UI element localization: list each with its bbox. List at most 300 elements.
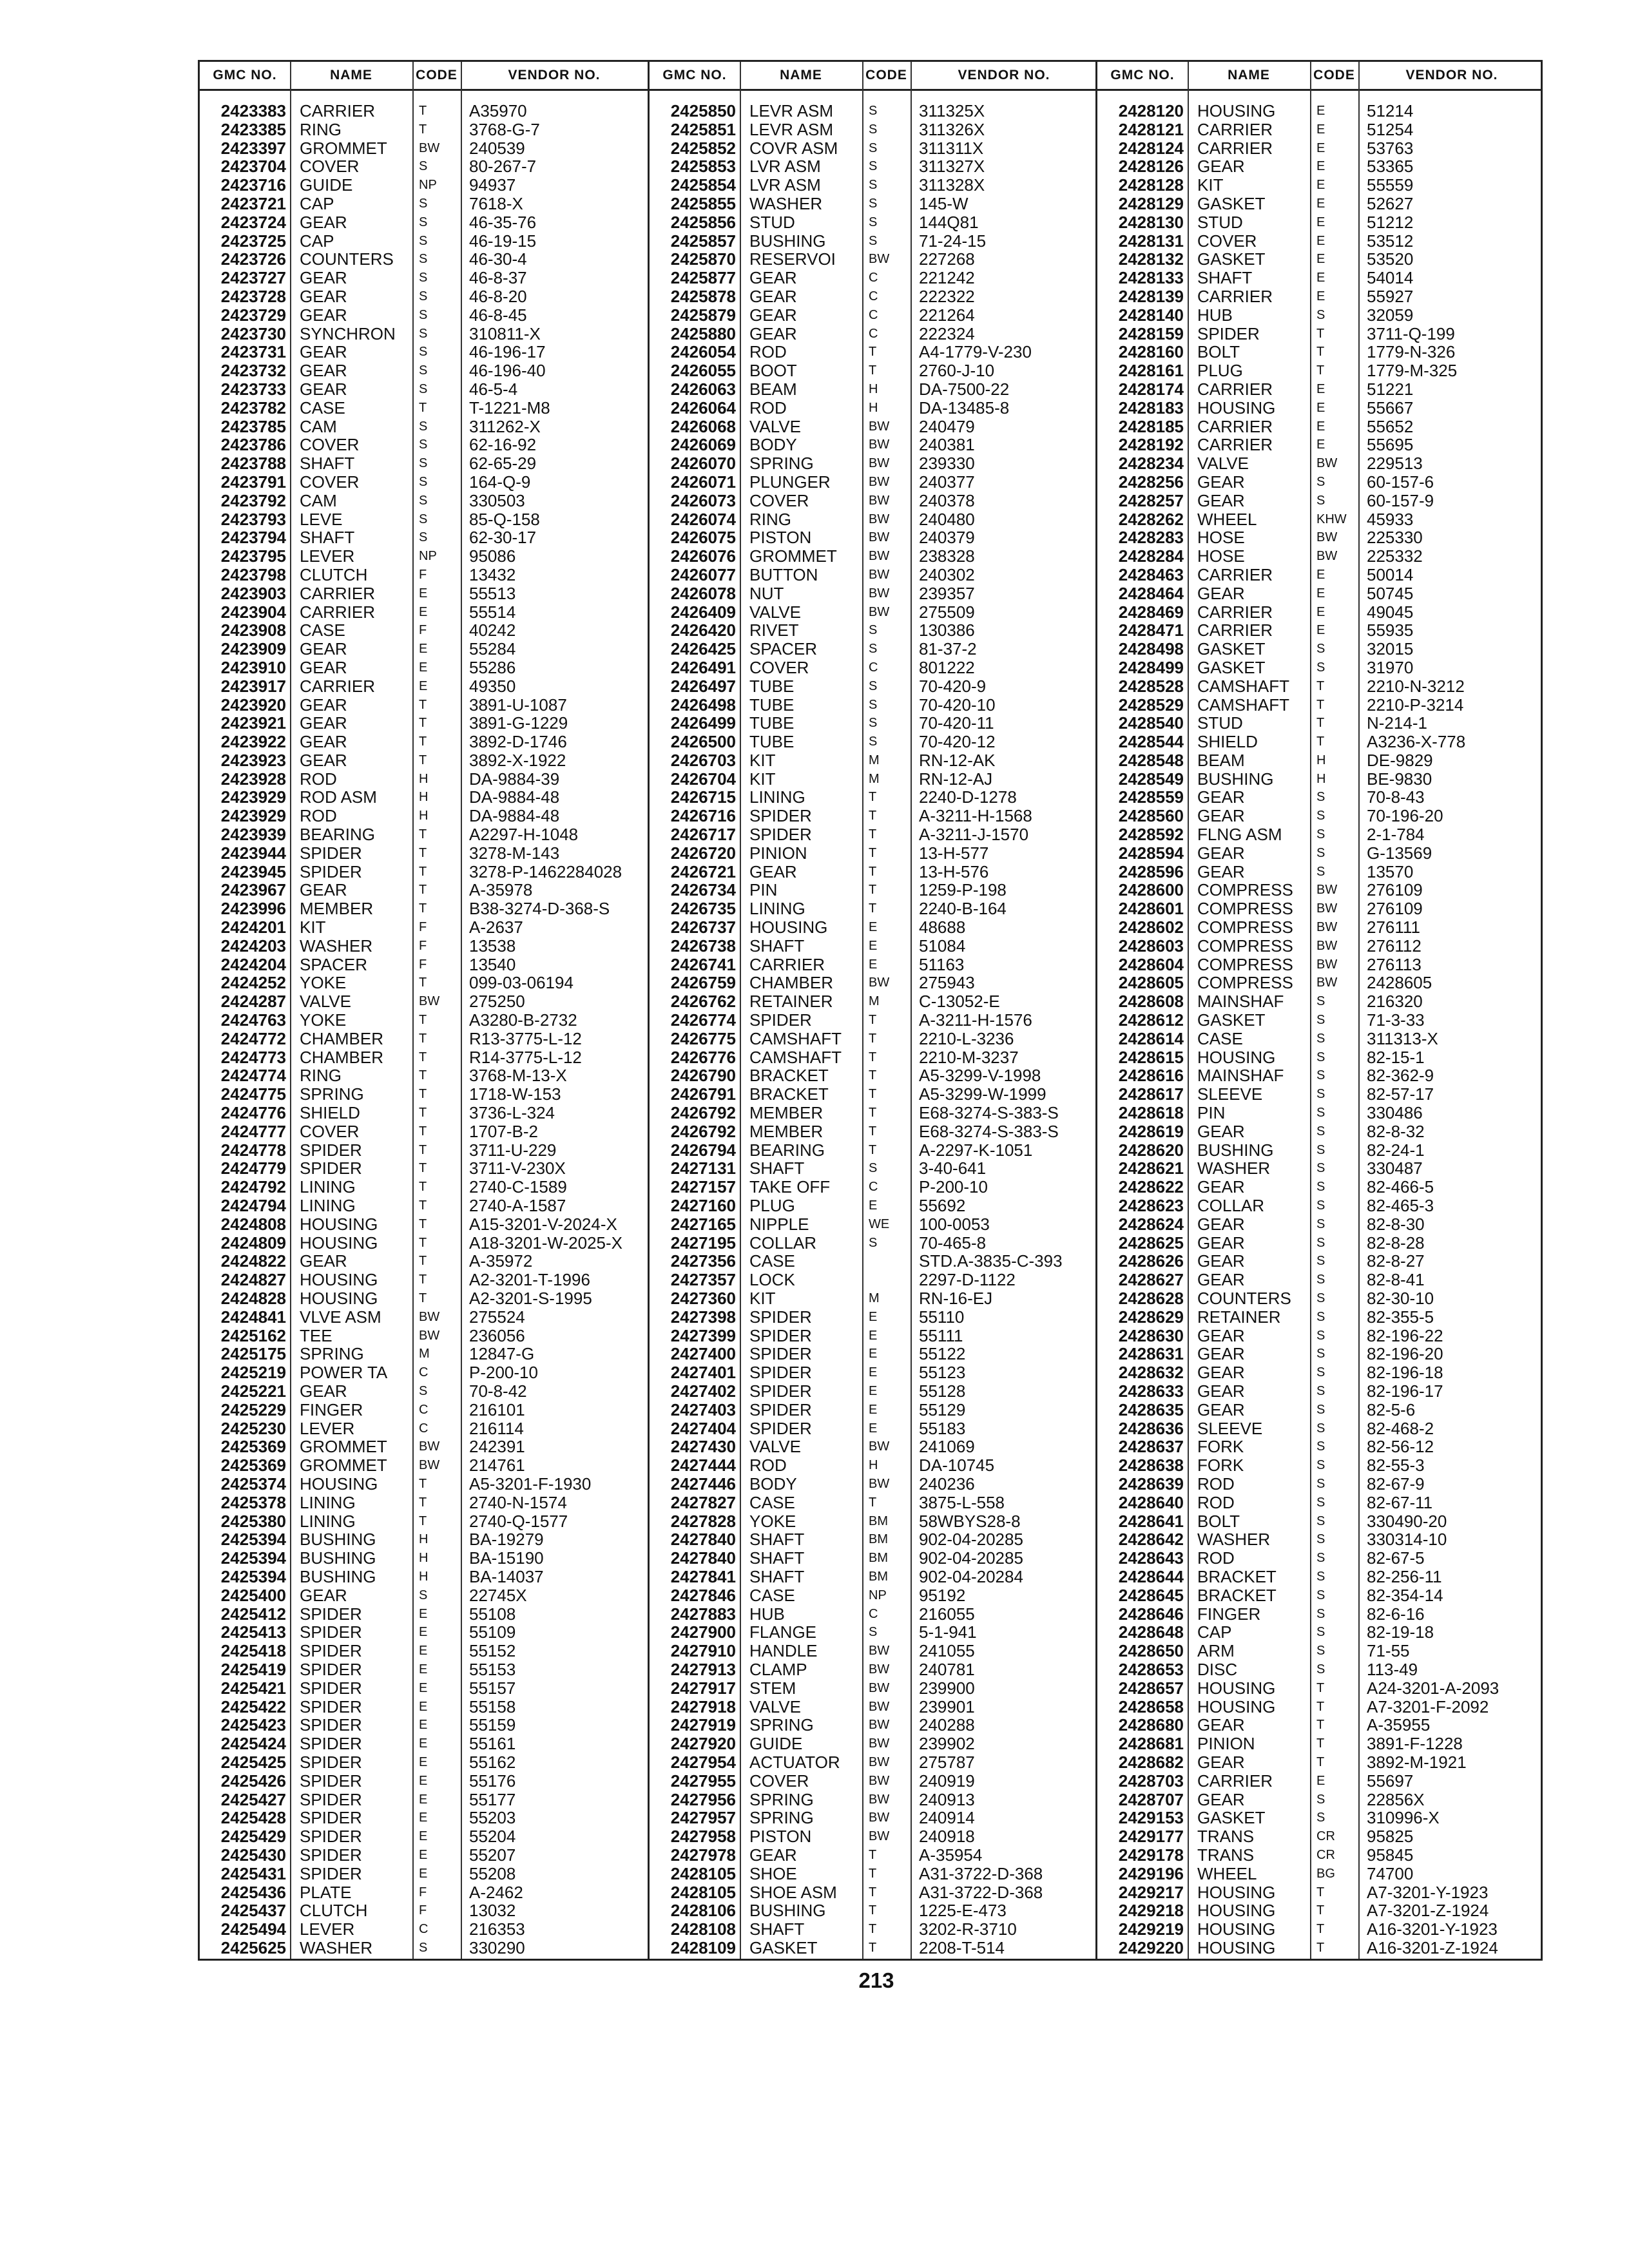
vendor-no-cell: 55286	[469, 658, 516, 677]
code-cell: S	[1316, 1291, 1325, 1305]
vendor-no-cell: 49350	[469, 677, 516, 696]
table-row	[200, 1196, 648, 1215]
vendor-no-cell: 275787	[919, 1753, 975, 1772]
vendor-no-cell: 276112	[1367, 936, 1422, 956]
name-cell: BRACKET	[749, 1066, 829, 1086]
gmc-no-cell: 2425430	[220, 1845, 286, 1865]
code-cell: S	[1316, 1180, 1325, 1195]
name-cell: PIN	[1197, 1104, 1226, 1122]
table-row	[650, 361, 1095, 380]
table-row	[650, 899, 1095, 918]
gmc-no-cell: 2427846	[670, 1585, 736, 1605]
name-cell: GEAR	[1197, 1233, 1245, 1253]
gmc-no-cell: 2428648	[1118, 1622, 1184, 1642]
code-cell: S	[869, 215, 878, 229]
name-cell: CAM	[300, 417, 337, 436]
vendor-no-cell: 240479	[919, 417, 975, 436]
table-row	[1097, 454, 1541, 473]
code-cell: S	[1316, 827, 1325, 842]
table-row	[200, 139, 648, 158]
name-cell: CAP	[300, 194, 334, 213]
table-row	[200, 1735, 648, 1753]
gmc-no-cell: 2426716	[670, 806, 736, 826]
vendor-no-cell: 55162	[469, 1753, 516, 1772]
code-cell: T	[869, 1031, 877, 1046]
code-cell: F	[419, 938, 427, 953]
name-cell: GASKET	[1197, 1809, 1266, 1828]
code-cell: E	[419, 678, 428, 693]
code-cell: T	[869, 1013, 877, 1028]
vendor-no-cell: 71-55	[1367, 1642, 1410, 1660]
vendor-no-cell: 216320	[1367, 992, 1423, 1012]
code-cell: E	[419, 1847, 428, 1862]
table-row	[650, 1605, 1095, 1624]
vendor-no-cell: R13-3775-L-12	[469, 1029, 582, 1048]
gmc-no-cell: 2423910	[220, 657, 286, 677]
code-cell: T	[419, 827, 427, 842]
code-cell: BW	[419, 140, 440, 155]
name-cell: SHOE ASM	[749, 1883, 837, 1902]
gmc-no-cell: 2429153	[1118, 1808, 1184, 1828]
vendor-no-cell: 46-35-76	[469, 213, 537, 232]
name-cell: LOCK	[749, 1271, 795, 1289]
table-row	[650, 1437, 1095, 1456]
code-cell: S	[1316, 1551, 1325, 1566]
name-cell: SHAFT	[749, 936, 805, 956]
name-cell: GEAR	[300, 658, 347, 677]
vendor-no-cell: 51163	[919, 955, 965, 974]
name-cell: MEMBER	[300, 899, 374, 919]
name-cell: ROD	[1197, 1493, 1235, 1512]
name-cell: HOUSING	[1197, 398, 1276, 418]
table-row	[200, 1920, 648, 1939]
vendor-no-cell: 311262-X	[469, 417, 541, 436]
code-cell: C	[419, 1365, 429, 1380]
name-cell: VALVE	[1197, 454, 1249, 473]
table-row	[1097, 1512, 1541, 1531]
table-row	[1097, 1382, 1541, 1401]
table-row	[650, 269, 1095, 287]
gmc-no-cell: 2428528	[1118, 676, 1184, 696]
gmc-no-cell: 2427400	[670, 1344, 736, 1364]
vendor-no-cell: DA-7500-22	[919, 380, 1010, 399]
code-cell: S	[1316, 1347, 1325, 1361]
code-cell: E	[1316, 140, 1325, 155]
code-cell: BW	[869, 1829, 890, 1844]
table-row	[200, 1586, 648, 1605]
gmc-no-cell: 2428284	[1118, 546, 1184, 566]
gmc-no-cell: 2425625	[220, 1937, 286, 1957]
vendor-no-cell: 276109	[1367, 899, 1423, 919]
name-cell: HUB	[1197, 305, 1233, 325]
gmc-no-cell: 2423909	[220, 639, 286, 659]
gmc-no-cell: 2426420	[670, 620, 736, 640]
gmc-no-cell: 2423923	[220, 750, 286, 770]
name-cell: SPIDER	[300, 1753, 362, 1772]
table-row	[1097, 528, 1541, 547]
code-cell: BW	[869, 975, 890, 990]
name-cell: CARRIER	[1197, 436, 1273, 455]
name-cell: HANDLE	[749, 1642, 818, 1660]
code-cell: S	[1316, 864, 1325, 879]
gmc-no-cell: 2423795	[220, 546, 286, 566]
gmc-no-cell: 2428681	[1118, 1734, 1184, 1754]
code-cell: E	[419, 1718, 428, 1733]
code-cell: S	[419, 289, 428, 303]
name-cell: CASE	[300, 621, 345, 640]
name-cell: NUT	[749, 584, 784, 603]
name-cell: LVR ASM	[749, 157, 821, 177]
gmc-no-cell: 2428658	[1118, 1696, 1184, 1716]
gmc-no-cell: 2427356	[670, 1251, 736, 1271]
gmc-no-cell: 2426741	[670, 954, 736, 974]
code-cell: S	[419, 1588, 428, 1602]
vendor-no-cell: 238328	[919, 547, 975, 566]
code-cell: S	[1316, 1495, 1325, 1510]
table-row	[650, 974, 1095, 992]
gmc-no-cell: 2428159	[1118, 323, 1184, 343]
code-cell: S	[1316, 1606, 1325, 1621]
table-row	[1097, 436, 1541, 454]
table-row	[200, 1512, 648, 1531]
name-cell: GEAR	[1197, 1178, 1245, 1197]
gmc-no-cell: 2423939	[220, 825, 286, 845]
table-row	[650, 714, 1095, 733]
name-cell: GEAR	[300, 361, 347, 380]
code-cell: NP	[869, 1588, 887, 1602]
vendor-no-cell: 113-49	[1367, 1660, 1418, 1679]
vendor-no-cell: 216114	[469, 1419, 524, 1438]
gmc-no-cell: 2425879	[670, 305, 736, 325]
name-cell: CLAMP	[749, 1660, 807, 1679]
table-row	[200, 1530, 648, 1549]
code-cell: S	[869, 1625, 878, 1640]
code-cell: S	[419, 345, 428, 360]
gmc-no-cell: 2426737	[670, 918, 736, 937]
gmc-no-cell: 2428680	[1118, 1715, 1184, 1735]
table-row	[650, 120, 1095, 139]
table-row	[650, 677, 1095, 696]
table-row	[650, 418, 1095, 436]
gmc-no-cell: 2424775	[220, 1084, 286, 1104]
vendor-no-cell: 70-420-9	[919, 677, 987, 696]
table-row	[1097, 1178, 1541, 1196]
name-cell: SPIDER	[749, 807, 812, 826]
name-cell: YOKE	[749, 1512, 796, 1531]
name-cell: LINING	[749, 899, 805, 919]
gmc-no-cell: 2425429	[220, 1827, 286, 1847]
name-cell: GASKET	[1197, 658, 1266, 677]
name-cell: GEAR	[1197, 1790, 1245, 1809]
name-cell: COVER	[300, 472, 360, 492]
gmc-no-cell: 2424827	[220, 1270, 286, 1290]
name-cell: GEAR	[300, 881, 347, 900]
table-row	[200, 956, 648, 974]
vendor-no-cell: G-13569	[1367, 843, 1432, 863]
name-cell: LINING	[300, 1512, 356, 1531]
table-row	[200, 844, 648, 863]
table-row	[1097, 1159, 1541, 1178]
name-cell: GEAR	[749, 305, 797, 325]
code-cell: T	[869, 1495, 877, 1510]
code-cell: T	[419, 1273, 427, 1287]
code-cell: T	[419, 883, 427, 898]
vendor-no-cell: A15-3201-V-2024-X	[469, 1215, 617, 1234]
vendor-no-cell: 13538	[469, 936, 516, 956]
column-group-2	[648, 62, 1095, 1959]
vendor-no-cell: 240914	[919, 1809, 975, 1828]
name-cell: SPIDER	[300, 1864, 362, 1883]
vendor-no-cell: 13432	[469, 565, 516, 584]
table-row	[1097, 306, 1541, 325]
gmc-no-cell: 2425369	[220, 1456, 286, 1475]
table-row	[200, 1122, 648, 1141]
gmc-no-cell: 2428646	[1118, 1604, 1184, 1624]
name-cell: BUSHING	[300, 1530, 376, 1550]
vendor-no-cell: 46-196-17	[469, 343, 546, 362]
gmc-no-cell: 2423724	[220, 212, 286, 232]
table-row	[650, 1494, 1095, 1512]
table-row	[650, 1512, 1095, 1531]
table-row	[1097, 547, 1541, 566]
table-row	[200, 1846, 648, 1865]
gmc-no-cell: 2425424	[220, 1734, 286, 1754]
table-row	[650, 640, 1095, 658]
table-row	[200, 1623, 648, 1642]
vendor-no-cell: 82-196-20	[1367, 1345, 1443, 1364]
vendor-no-cell: R14-3775-L-12	[469, 1048, 582, 1067]
code-cell: T	[1316, 1718, 1325, 1733]
code-cell: S	[1316, 1644, 1325, 1658]
gmc-no-cell: 2425856	[670, 212, 736, 232]
code-cell: T	[869, 1847, 877, 1862]
table-row	[200, 1901, 648, 1920]
code-cell: S	[1316, 660, 1325, 675]
header-vendor-no: VENDOR NO.	[958, 68, 1050, 82]
code-cell: BW	[1316, 975, 1338, 990]
table-row	[1097, 1901, 1541, 1920]
name-cell: GEAR	[300, 269, 347, 287]
name-cell: SPRING	[300, 1085, 364, 1104]
name-cell: HOSE	[1197, 528, 1245, 548]
code-cell: S	[1316, 1013, 1325, 1028]
gmc-no-cell: 2424763	[220, 1010, 286, 1030]
table-row	[650, 1586, 1095, 1605]
table-row	[650, 176, 1095, 195]
name-cell: COVER	[1197, 231, 1257, 251]
table-row	[650, 918, 1095, 937]
header-vendor-no: VENDOR NO.	[1405, 68, 1498, 82]
gmc-no-cell: 2425878	[670, 286, 736, 306]
name-cell: SPIDER	[300, 1159, 362, 1178]
gmc-no-cell: 2428548	[1118, 750, 1184, 770]
header-gmc-no: GMC NO.	[1110, 68, 1175, 82]
vendor-no-cell: A-2637	[469, 918, 523, 937]
code-cell: E	[419, 1754, 428, 1769]
name-cell: GEAR	[300, 1586, 347, 1605]
code-cell: S	[1316, 1792, 1325, 1807]
code-cell: T	[869, 1106, 877, 1120]
vendor-no-cell: 311328X	[919, 176, 985, 195]
vendor-no-cell: 221242	[919, 269, 975, 287]
name-cell: FLNG ASM	[1197, 825, 1282, 844]
code-cell: BW	[419, 994, 440, 1009]
code-cell: F	[419, 957, 427, 972]
name-cell: FINGER	[300, 1400, 363, 1419]
gmc-no-cell: 2425494	[220, 1919, 286, 1939]
table-row	[1097, 1679, 1541, 1698]
table-row	[650, 325, 1095, 343]
code-cell: T	[869, 1922, 877, 1937]
code-cell: S	[419, 159, 428, 174]
vendor-no-cell: 13540	[469, 955, 516, 974]
gmc-no-cell: 2428105	[670, 1882, 736, 1902]
name-cell: GEAR	[1197, 1326, 1245, 1345]
gmc-no-cell: 2428106	[670, 1901, 736, 1921]
code-cell: S	[1316, 1309, 1325, 1324]
gmc-no-cell: 2428128	[1118, 175, 1184, 195]
name-cell: BRACKET	[749, 1085, 829, 1104]
name-cell: GEAR	[300, 751, 347, 770]
gmc-no-cell: 2428615	[1118, 1047, 1184, 1067]
table-row	[200, 788, 648, 807]
table-row	[200, 658, 648, 677]
gmc-no-cell: 2428682	[1118, 1752, 1184, 1772]
vendor-no-cell: 40242	[469, 621, 516, 640]
table-row	[200, 1456, 648, 1475]
gmc-no-cell: 2428614	[1118, 1028, 1184, 1048]
table-row	[200, 1085, 648, 1104]
name-cell: HOUSING	[1197, 1901, 1276, 1921]
gmc-no-cell: 2427828	[670, 1511, 736, 1531]
code-cell: CR	[1316, 1847, 1335, 1862]
gmc-no-cell: 2426054	[670, 342, 736, 362]
gmc-no-cell: 2428463	[1118, 564, 1184, 584]
table-row	[200, 1271, 648, 1289]
page-number: 213	[858, 1968, 894, 1992]
code-cell: S	[1316, 809, 1325, 823]
name-cell: GASKET	[1197, 640, 1266, 658]
name-cell: SPIDER	[749, 1381, 812, 1401]
vendor-no-cell: 276111	[1367, 918, 1420, 937]
vendor-no-cell: 46-8-20	[469, 287, 527, 306]
name-cell: CARRIER	[300, 584, 376, 603]
code-cell: T	[1316, 697, 1325, 712]
code-cell: C	[869, 326, 878, 341]
code-cell: M	[869, 994, 880, 1009]
gmc-no-cell: 2425162	[220, 1325, 286, 1345]
code-cell: E	[869, 1365, 878, 1380]
code-cell: T	[1316, 1903, 1325, 1918]
name-cell: TUBE	[749, 695, 795, 715]
code-cell: T	[419, 735, 427, 749]
vendor-no-cell: 32015	[1367, 640, 1414, 658]
vendor-no-cell: 2740-Q-1577	[469, 1512, 568, 1531]
header-code: CODE	[416, 68, 458, 82]
table-row	[1097, 1605, 1541, 1624]
table-row	[650, 454, 1095, 473]
code-cell: T	[1316, 1736, 1325, 1751]
code-cell: T	[419, 845, 427, 860]
table-row	[650, 1419, 1095, 1438]
gmc-no-cell: 2423967	[220, 880, 286, 900]
name-cell: VALVE	[749, 417, 801, 436]
name-cell: GEAR	[1197, 807, 1245, 826]
table-row	[650, 343, 1095, 361]
gmc-no-cell: 2426704	[670, 769, 736, 789]
vendor-no-cell: A-35978	[469, 881, 533, 900]
code-cell: C	[869, 307, 878, 322]
name-cell: SHAFT	[749, 1549, 805, 1568]
vendor-no-cell: DA-9884-39	[469, 769, 560, 789]
name-cell: GEAR	[1197, 1753, 1245, 1772]
gmc-no-cell: 2426735	[670, 899, 736, 919]
table-row	[1097, 825, 1541, 844]
name-cell: PLATE	[300, 1883, 352, 1902]
name-cell: CASE	[749, 1586, 795, 1605]
vendor-no-cell: 52627	[1367, 194, 1414, 213]
gmc-no-cell: 2428592	[1118, 825, 1184, 845]
gmc-no-cell: 2428234	[1118, 454, 1184, 474]
gmc-no-cell: 2426759	[670, 973, 736, 993]
vendor-no-cell: 2240-B-164	[919, 899, 1007, 919]
code-cell: E	[419, 1699, 428, 1714]
table-row	[650, 232, 1095, 251]
code-cell: E	[1316, 104, 1325, 118]
table-row	[1097, 287, 1541, 306]
name-cell: GEAR	[300, 343, 347, 362]
gmc-no-cell: 2425418	[220, 1641, 286, 1661]
name-cell: CAP	[300, 231, 334, 251]
table-row	[1097, 696, 1541, 715]
gmc-no-cell: 2425412	[220, 1604, 286, 1624]
table-row	[200, 696, 648, 715]
name-cell: COUNTERS	[300, 250, 394, 269]
gmc-no-cell: 2428108	[670, 1919, 736, 1939]
name-cell: SHIELD	[1197, 733, 1258, 751]
code-cell: M	[869, 771, 880, 786]
name-cell: BUSHING	[1197, 769, 1274, 789]
table-row	[200, 584, 648, 603]
code-cell: BW	[869, 493, 890, 508]
code-cell: E	[869, 1402, 878, 1417]
name-cell: CARRIER	[1197, 417, 1273, 436]
table-row	[200, 1437, 648, 1456]
code-cell: S	[1316, 1142, 1325, 1157]
name-cell: BUSHING	[300, 1567, 376, 1586]
vendor-no-cell: 55108	[469, 1604, 516, 1624]
name-cell: LEVR ASM	[749, 102, 834, 120]
name-cell: ROD	[300, 769, 337, 789]
table-row	[200, 974, 648, 992]
gmc-no-cell: 2426720	[670, 843, 736, 863]
gmc-no-cell: 2428601	[1118, 899, 1184, 919]
gmc-no-cell: 2426794	[670, 1140, 736, 1160]
vendor-no-cell: 216353	[469, 1920, 525, 1939]
name-cell: CAMSHAFT	[1197, 695, 1289, 715]
gmc-no-cell: 2426063	[670, 379, 736, 399]
vendor-no-cell: 2740-N-1574	[469, 1493, 567, 1512]
name-cell: PISTON	[749, 1827, 812, 1846]
gmc-no-cell: 2426077	[670, 564, 736, 584]
gmc-no-cell: 2428529	[1118, 695, 1184, 715]
vendor-no-cell: 82-67-9	[1367, 1474, 1425, 1494]
table-row	[200, 269, 648, 287]
vendor-no-cell: 82-24-1	[1367, 1140, 1425, 1160]
table-row	[1097, 1252, 1541, 1271]
table-row	[1097, 1141, 1541, 1160]
code-cell: E	[1316, 419, 1325, 434]
